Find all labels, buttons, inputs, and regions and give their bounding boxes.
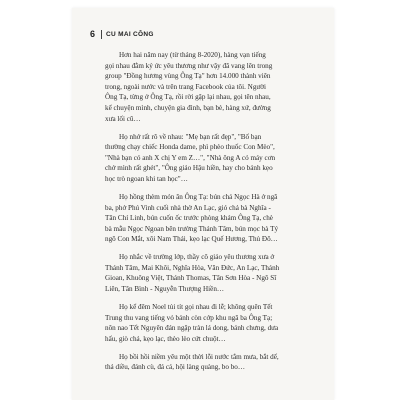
text-line: chở mình rất ghét", "Ông giáo Hậu hiền, hay cho bánh kẹo bbox=[105, 164, 273, 173]
text-line: Trung thu vang tiếng vỏ bánh còn cớp khu ngã ba Ông Tạ; bbox=[105, 313, 273, 322]
text-line: Ông Tạ, từng ở Ông Tạ, rồi rời gặp lại nhau, gọi tên nhau, bbox=[105, 93, 271, 102]
text-line: Liên, Tân Bình - Nguyễn Thượng Hiền… bbox=[105, 285, 225, 294]
text-line: Hơn hai năm nay (từ tháng 8-2020), hàng vạn tiếng bbox=[119, 51, 266, 59]
paragraph bbox=[105, 192, 323, 245]
paragraph bbox=[105, 50, 323, 124]
text-line: hấu, giò chả, kẹo lạc, thèo lèo cứt chuột… bbox=[105, 334, 226, 343]
text-line: Tân Chí Linh, bún cuốn ốc trước phòng khám Ông Tạ, chè bbox=[105, 214, 273, 223]
text-line: học trò ngoan khi tan học"… bbox=[105, 174, 188, 183]
text-line: kể chuyện mình, chuyện gia đình, bạn bè, hàng xứ, đường bbox=[105, 103, 271, 112]
text-line: nôn nao Tết Nguyên đán ngập tràn lá dong, bánh chưng, dưa bbox=[105, 324, 279, 333]
text-line: bà mẫu Ngọc Ngoan bên trường Thánh Tâm, bún mọc bà Tý bbox=[105, 224, 279, 233]
page-number: 6 bbox=[90, 29, 96, 39]
body-text bbox=[105, 50, 323, 380]
text-line: Họ nhắc về trường lớp, thầy cô giáo yêu thương xưa ở bbox=[119, 253, 275, 262]
text-line: "Nhà bạn có anh X chị Y em Z…", "Nhà ông A có máy cơn bbox=[105, 153, 276, 162]
header-divider bbox=[101, 30, 102, 39]
text-line: xưa lối cũ… bbox=[105, 114, 141, 123]
text-line: group "Đồng hương vùng Ông Tạ" hơn 14.000 thành viên bbox=[105, 72, 271, 81]
paragraph bbox=[105, 302, 323, 344]
text-line: Họ nhớ rất rõ về nhau: "Mẹ bạn rất đẹp", "Bố bạn bbox=[119, 132, 262, 141]
paragraph bbox=[105, 132, 323, 185]
text-line: ba, phở Phú Vinh cuối nhà thờ An Lạc, gió chả bà Nghĩa - bbox=[105, 203, 271, 212]
text-line: thả diều, đánh cù, đá cá, hội làng quàng, bo bo… bbox=[105, 363, 245, 372]
text-line: Họ hồng thèm món ăn Ông Tạ: bún chả Ngọc Hà ở ngã bbox=[119, 192, 278, 201]
text-line: ngõ Con Mắt, xôi Nam Thái, kẹo lạc Quế Hương, Thủ Đô… bbox=[105, 235, 278, 244]
running-header bbox=[90, 28, 154, 40]
text-line: trong, ngoài nước và trên trang Facebook của tôi. Người bbox=[105, 82, 267, 91]
text-line: Thánh Tâm, Mai Khôi, Nghĩa Hòa, Văn Đức, An Lạc, Thánh bbox=[105, 263, 280, 272]
paragraph bbox=[105, 352, 323, 373]
text-line: gọi nhau đằm ký ức yêu thương như vậy đã vang lên trong bbox=[105, 61, 273, 70]
text-line: Họ kể đêm Noel tủi tít gọi nhau đi lễ; không quên Tết bbox=[119, 303, 273, 312]
book-page bbox=[72, 8, 334, 400]
text-line: thường chạy chiếc Honda dame, phì phèo thuốc Con Mèo", bbox=[105, 143, 275, 152]
text-line: Họ bồi hồi niềm yêu một thời lỗi nước tắm mưa, bắt dế, bbox=[119, 352, 279, 361]
book-title: CU MAI CÔNG bbox=[106, 30, 154, 38]
text-line: Gioan, Khuông Việt, Thánh Thomas, Tân Sơn Hòa - Ngô Sĩ bbox=[105, 274, 277, 283]
paragraph bbox=[105, 252, 323, 294]
